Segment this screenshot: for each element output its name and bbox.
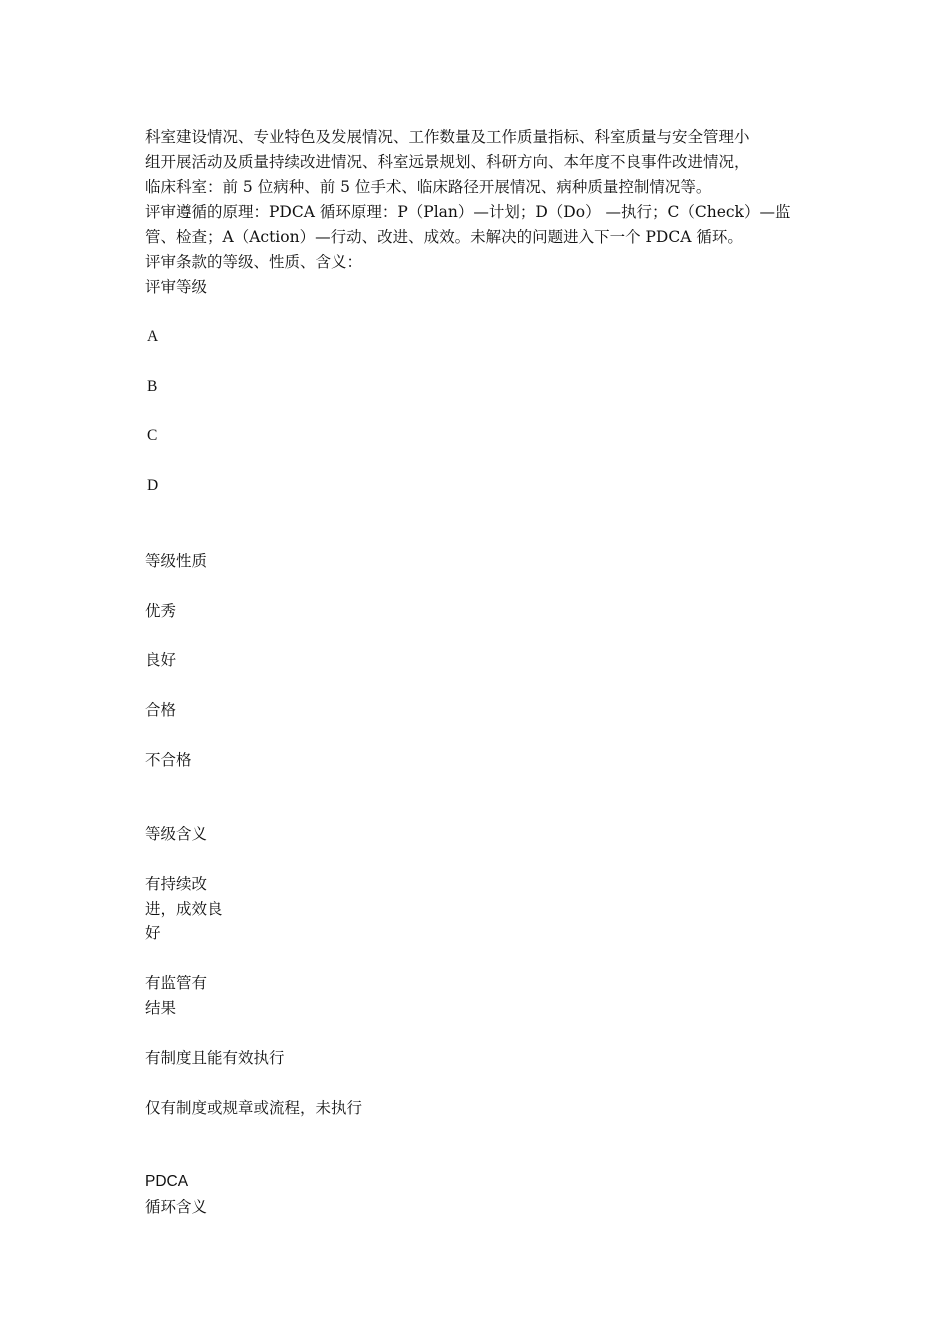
nature-good: 良好 [145, 651, 177, 669]
clause-heading: 评审条款的等级、性质、含义： [145, 253, 363, 271]
pdca-principle-line-1: 评审遵循的原理：PDCA 循环原理：P（Plan）—计划；D（Do） —执行；C（Check）—监 [145, 203, 791, 221]
meaning-item-2-line-2: 结果 [145, 998, 177, 1017]
nature-unqualified: 不合格 [145, 751, 192, 769]
grade-d: D [147, 477, 159, 494]
meaning-item-2 [145, 971, 207, 1020]
grade-heading: 评审等级 [145, 278, 208, 296]
meaning-item-2-line-1: 有监管有 [145, 974, 208, 992]
grade-a: A [147, 328, 159, 345]
grade-c: C [147, 427, 158, 444]
meaning-item-4: 仅有制度或规章或流程，未执行 [145, 1099, 363, 1117]
meaning-item-1-line-3: 好 [145, 924, 161, 942]
intro-line-3: 临床科室：前 5 位病种、前 5 位手术、临床路径开展情况、病种质量控制情况等。 [145, 178, 712, 196]
meaning-heading: 等级含义 [145, 825, 208, 843]
nature-excellent: 优秀 [145, 602, 177, 620]
pdca-label-cjk: 循环含义 [145, 1198, 208, 1216]
intro-line-1: 科室建设情况、专业特色及发展情况、工作数量及工作质量指标、科室质量与安全管理小 [145, 128, 750, 146]
pdca-principle-line-2: 管、检查；A（Action）—行动、改进、成效。未解决的问题进入下一个 PDCA 循环。 [145, 228, 743, 246]
meaning-item-3: 有制度且能有效执行 [145, 1049, 285, 1067]
pdca-label-latin: PDCA [145, 1173, 189, 1190]
meaning-item-1-line-2: 进，成效良 [145, 899, 223, 918]
nature-qualified: 合格 [145, 701, 177, 719]
meaning-item-1-line-1: 有持续改 [145, 875, 208, 893]
intro-line-2: 组开展活动及质量持续改进情况、科室远景规划、科研方向、本年度不良事件改进情况， [145, 153, 750, 171]
nature-heading: 等级性质 [145, 552, 208, 570]
grade-b: B [147, 378, 158, 395]
meaning-item-1 [145, 872, 223, 946]
